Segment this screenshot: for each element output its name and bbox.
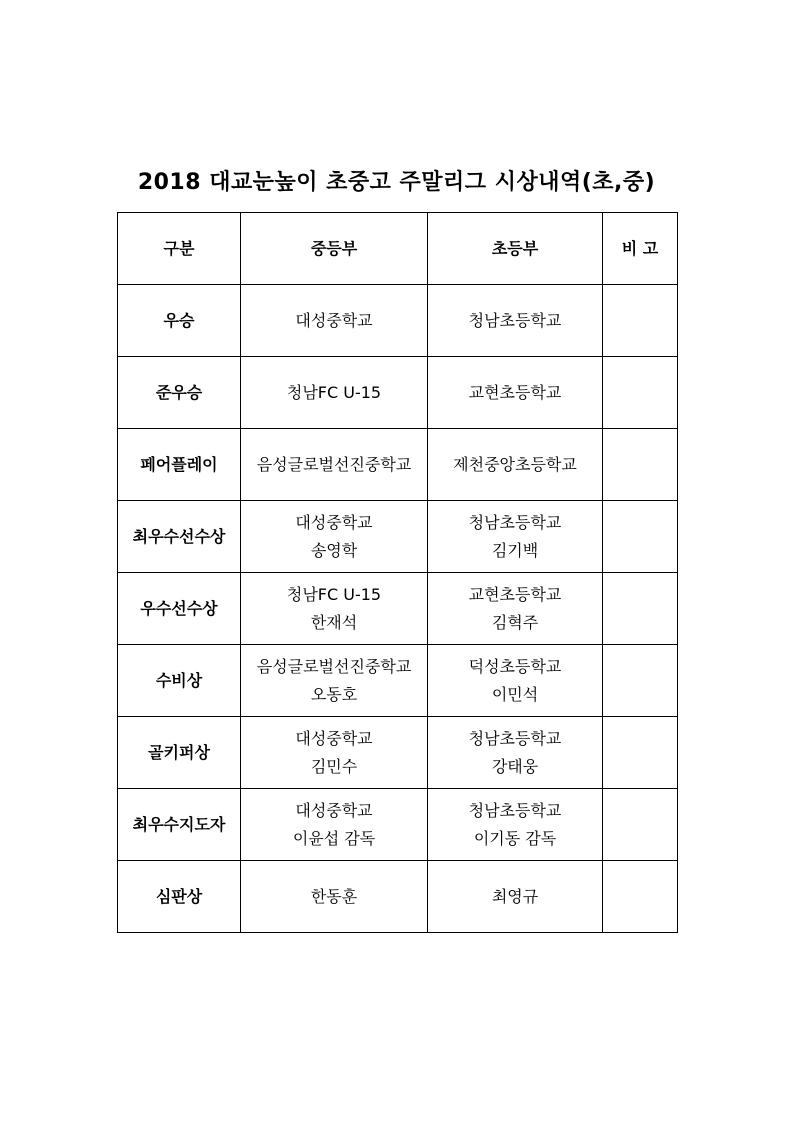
table-row <box>118 645 678 717</box>
middle-school-winner <box>241 501 428 573</box>
award-category: 최우수지도자 <box>118 789 241 861</box>
middle-school-winner <box>241 573 428 645</box>
winner-team: 청남FC U-15 <box>286 382 382 402</box>
award-category: 우수선수상 <box>118 573 241 645</box>
middle-school-winner <box>241 357 428 429</box>
document-title: 2018 대교눈높이 초중고 주말리그 시상내역(초,중) <box>137 170 656 195</box>
award-category: 심판상 <box>118 861 241 933</box>
winner-team: 청남초등학교 <box>468 728 562 748</box>
note-cell <box>603 717 678 789</box>
winner-person: 오동호 <box>310 684 358 704</box>
header-row <box>118 213 678 285</box>
award-rows <box>118 285 678 933</box>
header-elementary-school: 초등부 <box>428 213 603 285</box>
elementary-school-winner <box>428 501 603 573</box>
elementary-school-winner <box>428 717 603 789</box>
winner-person: 김민수 <box>310 756 358 776</box>
award-category: 페어플레이 <box>118 429 241 501</box>
table-row <box>118 285 678 357</box>
middle-school-winner <box>241 429 428 501</box>
winner-person: 김기백 <box>491 540 539 560</box>
winner-team: 최영규 <box>491 886 539 906</box>
elementary-school-winner <box>428 573 603 645</box>
winner-team: 제천중앙초등학교 <box>453 454 577 474</box>
table-row <box>118 501 678 573</box>
winner-person: 이민석 <box>491 684 539 704</box>
elementary-school-winner <box>428 357 603 429</box>
winner-team: 대성중학교 <box>295 728 373 748</box>
winner-team: 음성글로벌선진중학교 <box>256 656 412 676</box>
note-cell <box>603 357 678 429</box>
award-category: 수비상 <box>118 645 241 717</box>
winner-person: 이기동 감독 <box>473 828 557 848</box>
winner-person: 김혁주 <box>491 612 539 632</box>
awards-table <box>117 212 678 933</box>
table-row <box>118 573 678 645</box>
winner-team: 음성글로벌선진중학교 <box>256 454 412 474</box>
elementary-school-winner <box>428 429 603 501</box>
middle-school-winner <box>241 285 428 357</box>
winner-team: 대성중학교 <box>295 310 373 330</box>
winner-team: 교현초등학교 <box>468 584 562 604</box>
header-middle-school: 중등부 <box>241 213 428 285</box>
winner-team: 한동훈 <box>310 886 358 906</box>
award-category: 골키퍼상 <box>118 717 241 789</box>
note-cell <box>603 285 678 357</box>
elementary-school-winner <box>428 285 603 357</box>
winner-team: 덕성초등학교 <box>468 656 562 676</box>
winner-person: 송영학 <box>310 540 358 560</box>
table-row <box>118 429 678 501</box>
note-cell <box>603 573 678 645</box>
middle-school-winner <box>241 861 428 933</box>
table-row <box>118 357 678 429</box>
table-row <box>118 861 678 933</box>
winner-team: 대성중학교 <box>295 512 373 532</box>
winner-team: 대성중학교 <box>295 800 373 820</box>
winner-team: 청남초등학교 <box>468 800 562 820</box>
elementary-school-winner <box>428 789 603 861</box>
note-cell <box>603 789 678 861</box>
table-row <box>118 789 678 861</box>
winner-person: 강태웅 <box>491 756 539 776</box>
winner-person: 이윤섭 감독 <box>292 828 376 848</box>
header-category: 구분 <box>118 213 241 285</box>
middle-school-winner <box>241 717 428 789</box>
award-category: 준우승 <box>118 357 241 429</box>
table-row <box>118 717 678 789</box>
elementary-school-winner <box>428 861 603 933</box>
winner-team: 청남초등학교 <box>468 310 562 330</box>
middle-school-winner <box>241 789 428 861</box>
award-category: 우승 <box>118 285 241 357</box>
note-cell <box>603 501 678 573</box>
note-cell <box>603 429 678 501</box>
note-cell <box>603 861 678 933</box>
winner-team: 교현초등학교 <box>468 382 562 402</box>
header-note: 비 고 <box>603 213 678 285</box>
elementary-school-winner <box>428 645 603 717</box>
middle-school-winner <box>241 645 428 717</box>
note-cell <box>603 645 678 717</box>
winner-person: 한재석 <box>310 612 358 632</box>
winner-team: 청남초등학교 <box>468 512 562 532</box>
award-category: 최우수선수상 <box>118 501 241 573</box>
winner-team: 청남FC U-15 <box>286 584 382 604</box>
